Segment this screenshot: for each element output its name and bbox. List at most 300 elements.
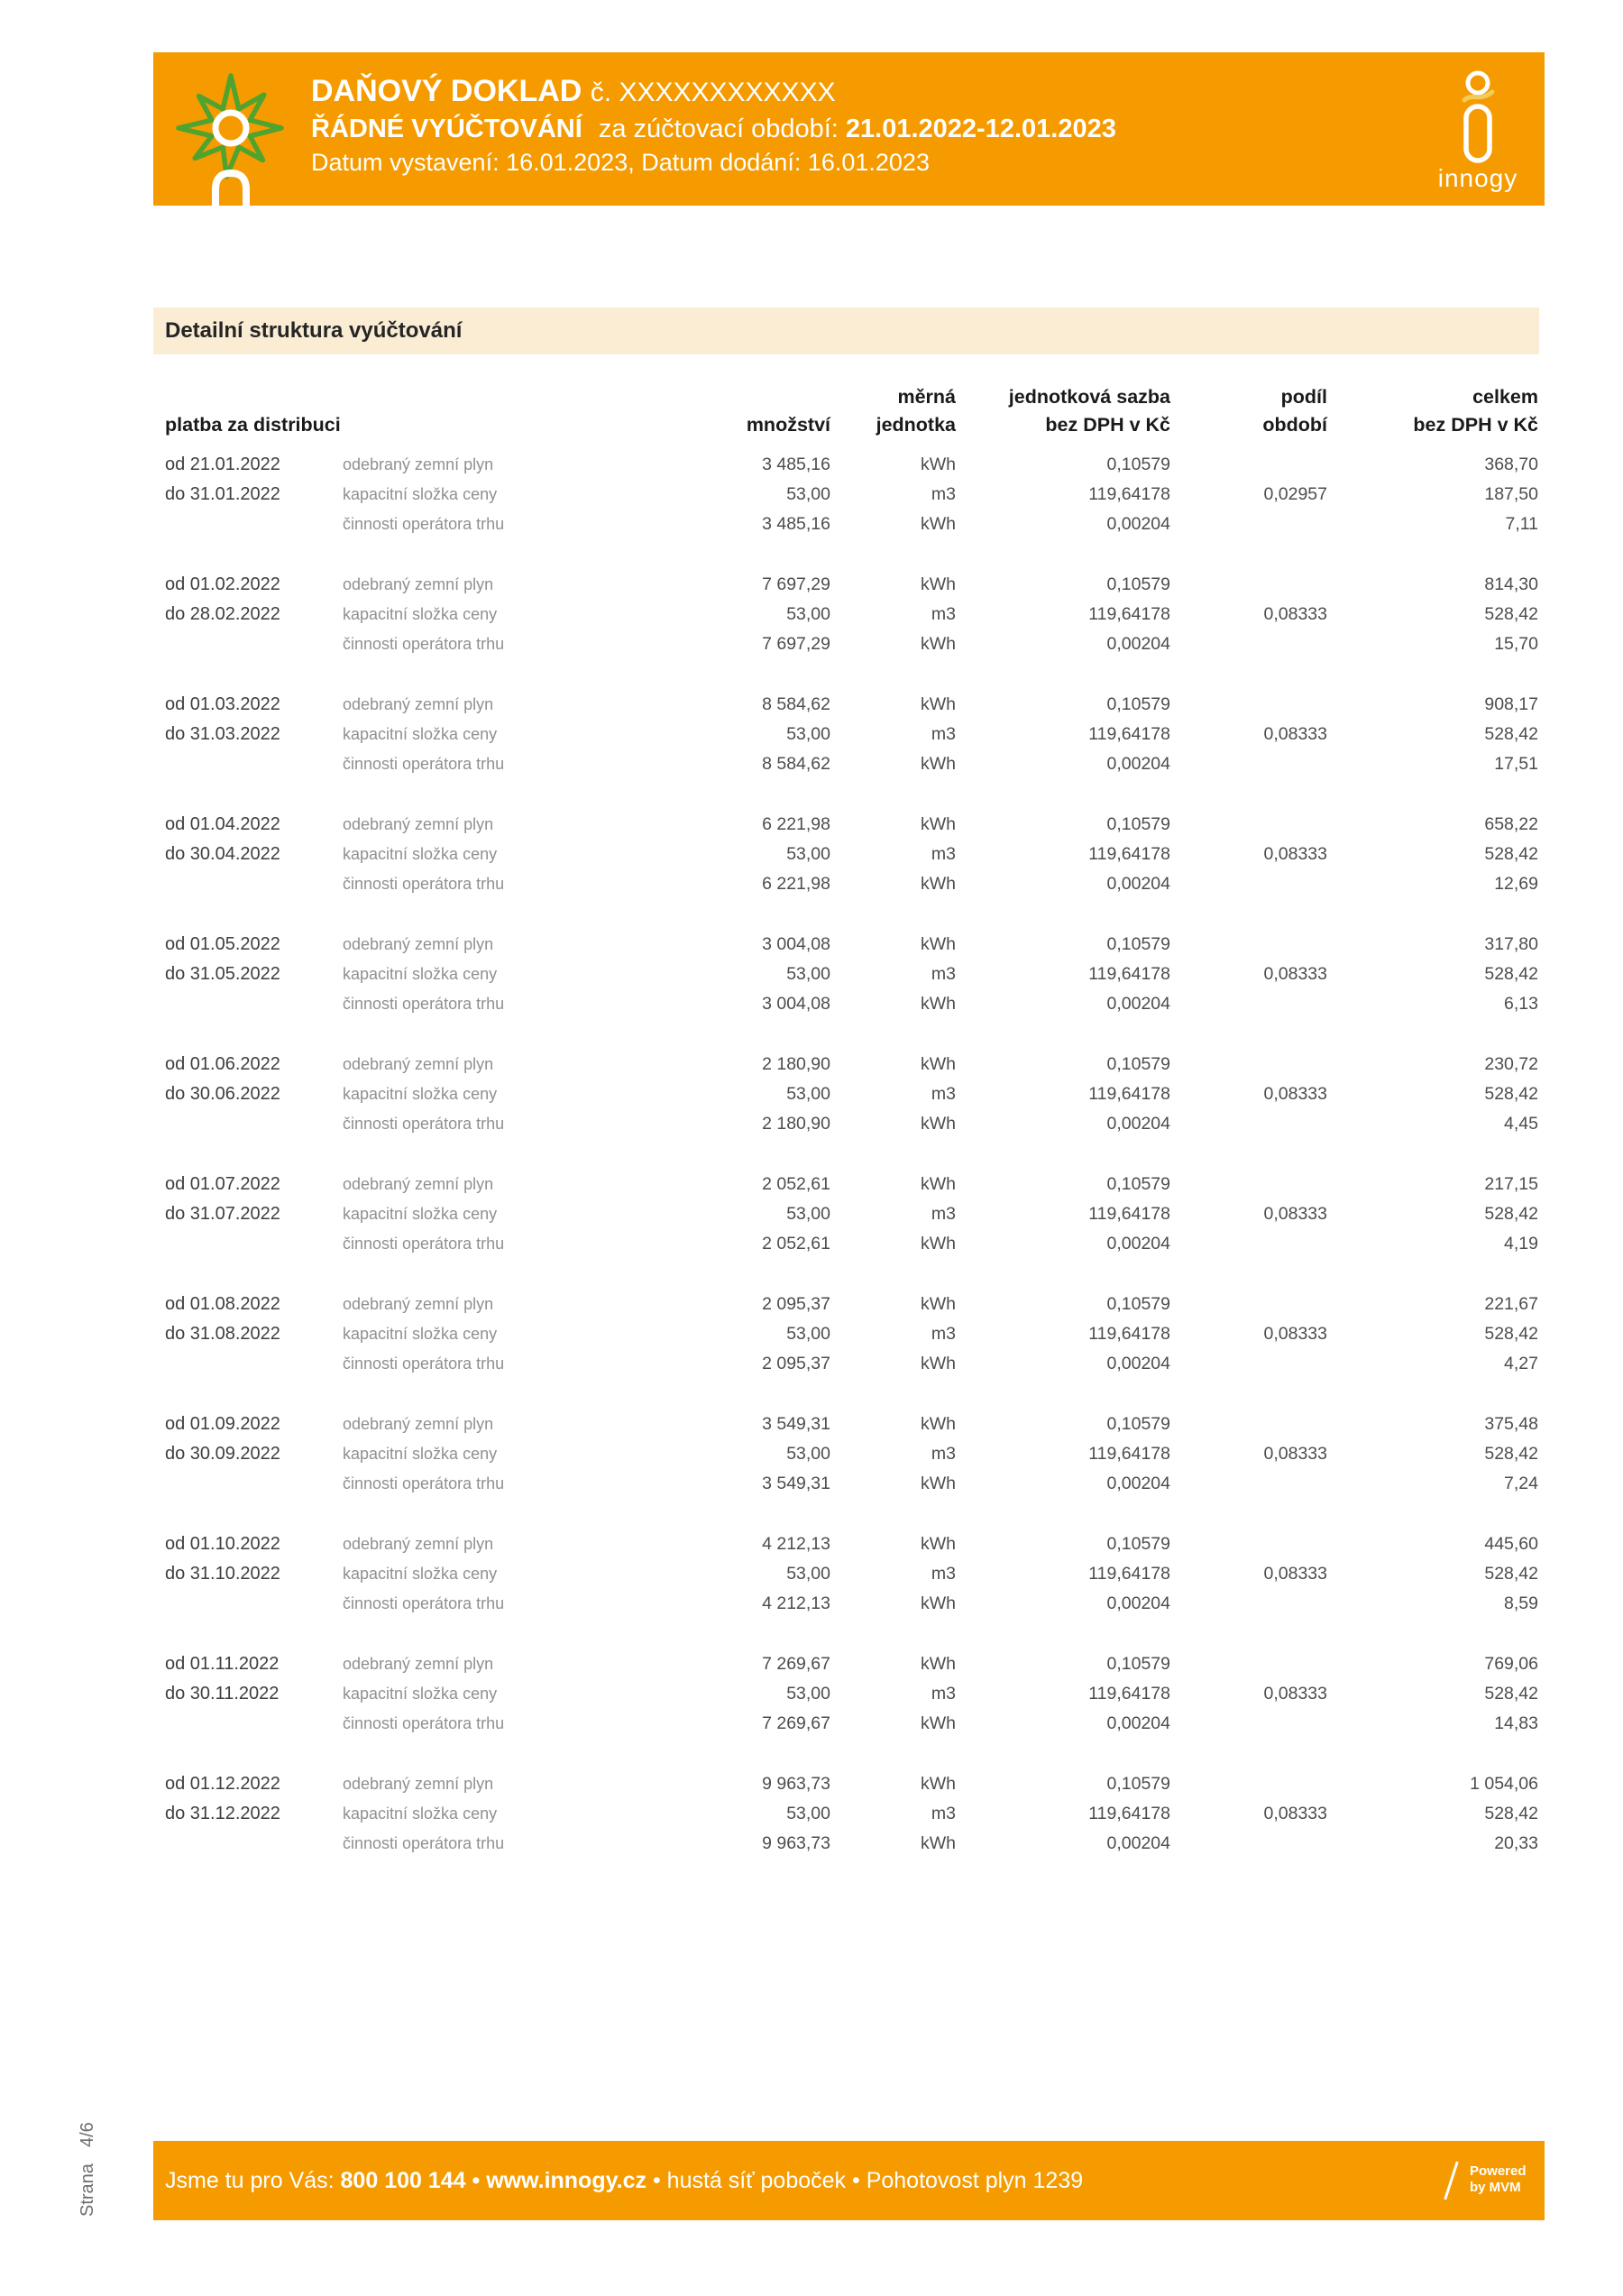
share-value: 0,08333 <box>1263 604 1327 624</box>
period-from: od 01.07.2022 <box>165 1174 280 1194</box>
unit-value: m3 <box>931 1444 956 1464</box>
period-to: do 31.12.2022 <box>165 1804 280 1823</box>
billing-block <box>165 930 1538 1019</box>
share-value <box>1170 510 1327 539</box>
document-number: č. XXXXXXXXXXXX <box>590 78 836 107</box>
share-value: 0,02957 <box>1263 484 1327 504</box>
innogy-wordmark: innogy <box>1437 164 1518 192</box>
footer-separator: • <box>465 2168 487 2193</box>
total-value: 528,42 <box>1484 1204 1538 1224</box>
unit-value: kWh <box>921 934 956 954</box>
table-row <box>165 1559 1538 1589</box>
billing-block <box>165 1050 1538 1139</box>
share-value: 0,08333 <box>1263 1564 1327 1584</box>
table-row <box>165 1439 1538 1469</box>
item-label: činnosti operátora trhu <box>343 1714 505 1732</box>
billing-block <box>165 810 1538 899</box>
unit-value: kWh <box>921 1713 956 1733</box>
unit-value: kWh <box>921 634 956 654</box>
share-value <box>1170 1290 1327 1319</box>
table-row <box>165 1050 1538 1079</box>
quantity-value: 53,00 <box>786 844 830 864</box>
period-from: od 01.12.2022 <box>165 1774 280 1794</box>
col-header-jednotka <box>830 383 956 439</box>
share-value <box>1170 930 1327 960</box>
issue-dates-line: Datum vystavení: 16.01.2023, Datum dodání: 16.01.2023 <box>311 149 930 176</box>
share-value <box>1170 1649 1327 1679</box>
table-row <box>165 1469 1538 1499</box>
table-row <box>165 749 1538 779</box>
table-row <box>165 1649 1538 1679</box>
item-label: odebraný zemní plyn <box>343 935 494 953</box>
billing-block <box>165 1290 1538 1379</box>
total-value: 20,33 <box>1494 1833 1538 1853</box>
period-from: od 01.06.2022 <box>165 1054 280 1074</box>
quantity-value: 53,00 <box>786 604 830 624</box>
footer-contact-line <box>165 2141 1083 2220</box>
total-value: 528,42 <box>1484 604 1538 624</box>
item-label: odebraný zemní plyn <box>343 1295 494 1313</box>
rate-value: 119,64178 <box>1088 1804 1170 1823</box>
quantity-value: 9 963,73 <box>762 1833 830 1853</box>
unit-value: m3 <box>931 1564 956 1584</box>
share-value <box>1170 1829 1327 1859</box>
total-value: 221,67 <box>1484 1294 1538 1314</box>
total-value: 445,60 <box>1484 1534 1538 1554</box>
rate-value: 119,64178 <box>1088 1084 1170 1104</box>
item-label: činnosti operátora trhu <box>343 755 505 773</box>
table-row <box>165 1679 1538 1709</box>
rate-value: 0,00204 <box>1106 994 1170 1014</box>
quantity-value: 53,00 <box>786 1324 830 1344</box>
total-value: 8,59 <box>1504 1593 1538 1613</box>
billing-block <box>165 1170 1538 1259</box>
item-label: činnosti operátora trhu <box>343 1115 505 1133</box>
document-subtitle-line <box>311 112 1116 146</box>
share-value <box>1170 1469 1327 1499</box>
total-value: 908,17 <box>1484 694 1538 714</box>
quantity-value: 53,00 <box>786 724 830 744</box>
table-row <box>165 930 1538 960</box>
share-value: 0,08333 <box>1263 1324 1327 1344</box>
rate-value: 119,64178 <box>1088 1684 1170 1704</box>
total-value: 317,80 <box>1484 934 1538 954</box>
col-header-line: bez DPH v Kč <box>1413 414 1538 436</box>
unit-value: kWh <box>921 574 956 594</box>
rate-value: 0,00204 <box>1106 874 1170 894</box>
rate-value: 0,00204 <box>1106 754 1170 774</box>
sun-star-outline <box>179 76 281 177</box>
table-row <box>165 720 1538 749</box>
billing-period-value: 21.01.2022-12.01.2023 <box>845 115 1116 143</box>
unit-value: kWh <box>921 994 956 1014</box>
period-to: do 31.07.2022 <box>165 1204 280 1224</box>
total-value: 15,70 <box>1494 634 1538 654</box>
section-title: Detailní struktura vyúčtování <box>165 318 463 343</box>
share-value <box>1170 1050 1327 1079</box>
unit-value: kWh <box>921 1234 956 1254</box>
period-to: do 30.04.2022 <box>165 844 280 864</box>
billing-block <box>165 1410 1538 1499</box>
item-label: činnosti operátora trhu <box>343 635 505 653</box>
quantity-value: 53,00 <box>786 964 830 984</box>
billing-table <box>165 383 1538 1889</box>
unit-value: kWh <box>921 1774 956 1794</box>
share-value <box>1170 1410 1327 1439</box>
table-blocks <box>165 450 1538 1859</box>
quantity-value: 6 221,98 <box>762 874 830 894</box>
unit-value: kWh <box>921 1114 956 1134</box>
header-text-group <box>311 72 1116 179</box>
period-to: do 31.03.2022 <box>165 724 280 744</box>
unit-value: m3 <box>931 1084 956 1104</box>
item-label: odebraný zemní plyn <box>343 1175 494 1193</box>
share-value <box>1170 1769 1327 1799</box>
item-label: kapacitní složka ceny <box>343 1205 498 1223</box>
quantity-value: 2 180,90 <box>762 1114 830 1134</box>
total-value: 4,19 <box>1504 1234 1538 1254</box>
rate-value: 0,10579 <box>1106 1174 1170 1194</box>
billing-block <box>165 1769 1538 1859</box>
page-label-text: Strana <box>78 2163 97 2217</box>
quantity-value: 3 485,16 <box>762 455 830 474</box>
empty-date-cell <box>165 869 343 899</box>
powered-by-label <box>1470 2163 1527 2196</box>
total-value: 528,42 <box>1484 844 1538 864</box>
period-to: do 30.11.2022 <box>165 1684 280 1704</box>
item-label: činnosti operátora trhu <box>343 1235 505 1253</box>
document-title: DAŇOVÝ DOKLAD <box>311 74 582 108</box>
rate-value: 119,64178 <box>1088 844 1170 864</box>
unit-value: kWh <box>921 1414 956 1434</box>
billing-period-label: za zúčtovací období: <box>598 115 839 143</box>
item-label: činnosti operátora trhu <box>343 995 505 1013</box>
total-value: 375,48 <box>1484 1414 1538 1434</box>
total-value: 528,42 <box>1484 1444 1538 1464</box>
quantity-value: 3 485,16 <box>762 514 830 534</box>
share-value <box>1170 1170 1327 1199</box>
empty-date-cell <box>165 1109 343 1139</box>
quantity-value: 6 221,98 <box>762 814 830 834</box>
quantity-value: 3 549,31 <box>762 1474 830 1493</box>
item-label: odebraný zemní plyn <box>343 1415 494 1433</box>
total-value: 769,06 <box>1484 1654 1538 1674</box>
billing-block <box>165 1649 1538 1739</box>
rate-value: 119,64178 <box>1088 1564 1170 1584</box>
rate-value: 0,00204 <box>1106 1234 1170 1254</box>
item-label: odebraný zemní plyn <box>343 1055 494 1073</box>
total-value: 528,42 <box>1484 1564 1538 1584</box>
share-value: 0,08333 <box>1263 844 1327 864</box>
period-to: do 31.05.2022 <box>165 964 280 984</box>
total-value: 658,22 <box>1484 814 1538 834</box>
col-header-line: celkem <box>1472 386 1538 408</box>
item-label: činnosti operátora trhu <box>343 1834 505 1852</box>
footer-rest: • hustá síť poboček • Pohotovost plyn 1239 <box>646 2168 1084 2193</box>
share-value: 0,08333 <box>1263 964 1327 984</box>
item-label: kapacitní složka ceny <box>343 725 498 743</box>
rate-value: 0,10579 <box>1106 1054 1170 1074</box>
page-number-vertical <box>78 2107 98 2217</box>
table-row <box>165 1410 1538 1439</box>
period-from: od 01.11.2022 <box>165 1654 280 1674</box>
share-value <box>1170 690 1327 720</box>
quantity-value: 53,00 <box>786 484 830 504</box>
quantity-value: 3 549,31 <box>762 1414 830 1434</box>
rate-value: 0,00204 <box>1106 1474 1170 1493</box>
item-label: činnosti operátora trhu <box>343 1594 505 1612</box>
quantity-value: 7 269,67 <box>762 1713 830 1733</box>
quantity-value: 53,00 <box>786 1804 830 1823</box>
innogy-sun-icon <box>171 63 298 271</box>
unit-value: kWh <box>921 1654 956 1674</box>
rate-value: 0,10579 <box>1106 1414 1170 1434</box>
unit-value: kWh <box>921 1833 956 1853</box>
innogy-i-icon <box>1452 68 1506 167</box>
period-to: do 30.06.2022 <box>165 1084 280 1104</box>
table-header-row <box>165 383 1538 439</box>
empty-date-cell <box>165 1829 343 1859</box>
share-value <box>1170 629 1327 659</box>
unit-value: kWh <box>921 1174 956 1194</box>
item-label: kapacitní složka ceny <box>343 485 498 503</box>
unit-value: m3 <box>931 1684 956 1704</box>
total-value: 1 054,06 <box>1470 1774 1538 1794</box>
unit-value: kWh <box>921 874 956 894</box>
item-label: kapacitní složka ceny <box>343 965 498 983</box>
quantity-value: 9 963,73 <box>762 1774 830 1794</box>
section-header <box>153 308 1539 354</box>
empty-date-cell <box>165 1349 343 1379</box>
i-dot-circle <box>1468 73 1488 93</box>
item-label: kapacitní složka ceny <box>343 845 498 863</box>
total-value: 230,72 <box>1484 1054 1538 1074</box>
table-row <box>165 869 1538 899</box>
total-value: 17,51 <box>1494 754 1538 774</box>
empty-date-cell <box>165 989 343 1019</box>
powered-by-slash-icon <box>1444 2162 1458 2200</box>
rate-value: 0,10579 <box>1106 1294 1170 1314</box>
quantity-value: 4 212,13 <box>762 1534 830 1554</box>
billing-block <box>165 570 1538 659</box>
total-value: 4,27 <box>1504 1354 1538 1373</box>
table-row <box>165 840 1538 869</box>
item-label: odebraný zemní plyn <box>343 1535 494 1553</box>
share-value <box>1170 450 1327 480</box>
quantity-value: 7 697,29 <box>762 634 830 654</box>
period-from: od 01.05.2022 <box>165 934 280 954</box>
total-value: 4,45 <box>1504 1114 1538 1134</box>
unit-value: kWh <box>921 814 956 834</box>
quantity-value: 8 584,62 <box>762 694 830 714</box>
total-value: 528,42 <box>1484 964 1538 984</box>
col-header-line: jednotková sazba <box>1008 386 1170 408</box>
table-row <box>165 1170 1538 1199</box>
unit-value: m3 <box>931 1804 956 1823</box>
table-row <box>165 1079 1538 1109</box>
rate-value: 0,00204 <box>1106 1354 1170 1373</box>
total-value: 7,11 <box>1505 514 1538 534</box>
rate-value: 0,00204 <box>1106 1114 1170 1134</box>
total-value: 6,13 <box>1504 994 1538 1014</box>
rate-value: 119,64178 <box>1088 964 1170 984</box>
col-header-platba: platba za distribuci <box>165 414 341 436</box>
table-row <box>165 1109 1538 1139</box>
table-row <box>165 1799 1538 1829</box>
footer-intro: Jsme tu pro Vás: <box>165 2168 341 2193</box>
rate-value: 119,64178 <box>1088 484 1170 504</box>
unit-value: kWh <box>921 514 956 534</box>
table-row <box>165 1829 1538 1859</box>
rate-value: 0,10579 <box>1106 814 1170 834</box>
share-value: 0,08333 <box>1263 1804 1327 1823</box>
table-row <box>165 1349 1538 1379</box>
item-label: činnosti operátora trhu <box>343 875 505 893</box>
rate-value: 0,00204 <box>1106 1713 1170 1733</box>
item-label: odebraný zemní plyn <box>343 455 494 473</box>
unit-value: kWh <box>921 1474 956 1493</box>
total-value: 12,69 <box>1494 874 1538 894</box>
table-row <box>165 1529 1538 1559</box>
item-label: kapacitní složka ceny <box>343 1685 498 1703</box>
rate-value: 119,64178 <box>1088 1444 1170 1464</box>
period-to: do 28.02.2022 <box>165 604 280 624</box>
total-value: 528,42 <box>1484 724 1538 744</box>
item-label: činnosti operátora trhu <box>343 1474 505 1492</box>
unit-value: m3 <box>931 484 956 504</box>
sun-center-circle <box>215 113 246 143</box>
unit-value: kWh <box>921 754 956 774</box>
period-to: do 31.08.2022 <box>165 1324 280 1344</box>
share-value: 0,08333 <box>1263 1444 1327 1464</box>
period-from: od 01.02.2022 <box>165 574 280 594</box>
period-from: od 01.04.2022 <box>165 814 280 834</box>
quantity-value: 53,00 <box>786 1564 830 1584</box>
unit-value: m3 <box>931 724 956 744</box>
table-row <box>165 810 1538 840</box>
rate-value: 119,64178 <box>1088 1324 1170 1344</box>
unit-value: m3 <box>931 1204 956 1224</box>
table-header <box>165 383 1538 439</box>
share-value <box>1170 1589 1327 1619</box>
quantity-value: 53,00 <box>786 1444 830 1464</box>
share-value: 0,08333 <box>1263 1204 1327 1224</box>
quantity-value: 53,00 <box>786 1684 830 1704</box>
table-row <box>165 989 1538 1019</box>
quantity-value: 7 269,67 <box>762 1654 830 1674</box>
period-from: od 01.08.2022 <box>165 1294 280 1314</box>
total-value: 217,15 <box>1484 1174 1538 1194</box>
document-title-line <box>311 72 1116 112</box>
share-value <box>1170 1529 1327 1559</box>
col-header-sazba <box>956 383 1170 439</box>
rate-value: 0,00204 <box>1106 514 1170 534</box>
quantity-value: 2 095,37 <box>762 1294 830 1314</box>
footer-website: www.innogy.cz <box>486 2168 647 2193</box>
unit-value: kWh <box>921 694 956 714</box>
period-to: do 31.01.2022 <box>165 484 280 504</box>
total-value: 528,42 <box>1484 1684 1538 1704</box>
item-label: odebraný zemní plyn <box>343 815 494 833</box>
quantity-value: 4 212,13 <box>762 1593 830 1613</box>
page-number-value: 4/6 <box>78 2122 97 2148</box>
rate-value: 0,10579 <box>1106 574 1170 594</box>
period-from: od 01.10.2022 <box>165 1534 280 1554</box>
unit-value: kWh <box>921 1593 956 1613</box>
quantity-value: 2 095,37 <box>762 1354 830 1373</box>
quantity-value: 3 004,08 <box>762 934 830 954</box>
rate-value: 119,64178 <box>1088 1204 1170 1224</box>
rate-value: 0,10579 <box>1106 455 1170 474</box>
total-value: 14,83 <box>1494 1713 1538 1733</box>
table-row <box>165 480 1538 510</box>
col-header-line: měrná <box>897 386 956 408</box>
item-label: kapacitní složka ceny <box>343 1325 498 1343</box>
item-label: kapacitní složka ceny <box>343 605 498 623</box>
share-value: 0,08333 <box>1263 1684 1327 1704</box>
col-header-podil <box>1170 383 1327 439</box>
table-row <box>165 1199 1538 1229</box>
table-row <box>165 450 1538 480</box>
total-value: 368,70 <box>1484 455 1538 474</box>
powered-by-line1: Powered <box>1470 2163 1527 2179</box>
table-row <box>165 600 1538 629</box>
unit-value: kWh <box>921 1054 956 1074</box>
rate-value: 0,10579 <box>1106 1774 1170 1794</box>
rate-value: 0,10579 <box>1106 1534 1170 1554</box>
period-from: od 21.01.2022 <box>165 455 280 474</box>
empty-date-cell <box>165 749 343 779</box>
total-value: 814,30 <box>1484 574 1538 594</box>
table-row <box>165 510 1538 539</box>
share-value: 0,08333 <box>1263 724 1327 744</box>
col-header-celkem <box>1327 383 1538 439</box>
footer-banner <box>153 2141 1545 2220</box>
unit-value: m3 <box>931 604 956 624</box>
quantity-value: 2 180,90 <box>762 1054 830 1074</box>
period-to: do 30.09.2022 <box>165 1444 280 1464</box>
share-value <box>1170 810 1327 840</box>
table-row <box>165 1290 1538 1319</box>
share-value <box>1170 1709 1327 1739</box>
quantity-value: 53,00 <box>786 1084 830 1104</box>
table-row <box>165 629 1538 659</box>
empty-date-cell <box>165 1589 343 1619</box>
quantity-value: 53,00 <box>786 1204 830 1224</box>
unit-value: m3 <box>931 844 956 864</box>
empty-date-cell <box>165 1709 343 1739</box>
col-header-mnozstvi: množství <box>746 414 830 436</box>
item-label: odebraný zemní plyn <box>343 575 494 593</box>
sun-stem <box>215 173 246 262</box>
table-row <box>165 1319 1538 1349</box>
empty-date-cell <box>165 1469 343 1499</box>
quantity-value: 8 584,62 <box>762 754 830 774</box>
share-value <box>1170 1109 1327 1139</box>
table-row <box>165 1229 1538 1259</box>
item-label: činnosti operátora trhu <box>343 515 505 533</box>
rate-value: 0,00204 <box>1106 1593 1170 1613</box>
table-row <box>165 1769 1538 1799</box>
rate-value: 0,10579 <box>1106 694 1170 714</box>
rate-value: 0,00204 <box>1106 634 1170 654</box>
share-value <box>1170 1349 1327 1379</box>
total-value: 528,42 <box>1484 1324 1538 1344</box>
quantity-value: 3 004,08 <box>762 994 830 1014</box>
total-value: 7,24 <box>1504 1474 1538 1493</box>
item-label: odebraný zemní plyn <box>343 695 494 713</box>
unit-value: kWh <box>921 1294 956 1314</box>
